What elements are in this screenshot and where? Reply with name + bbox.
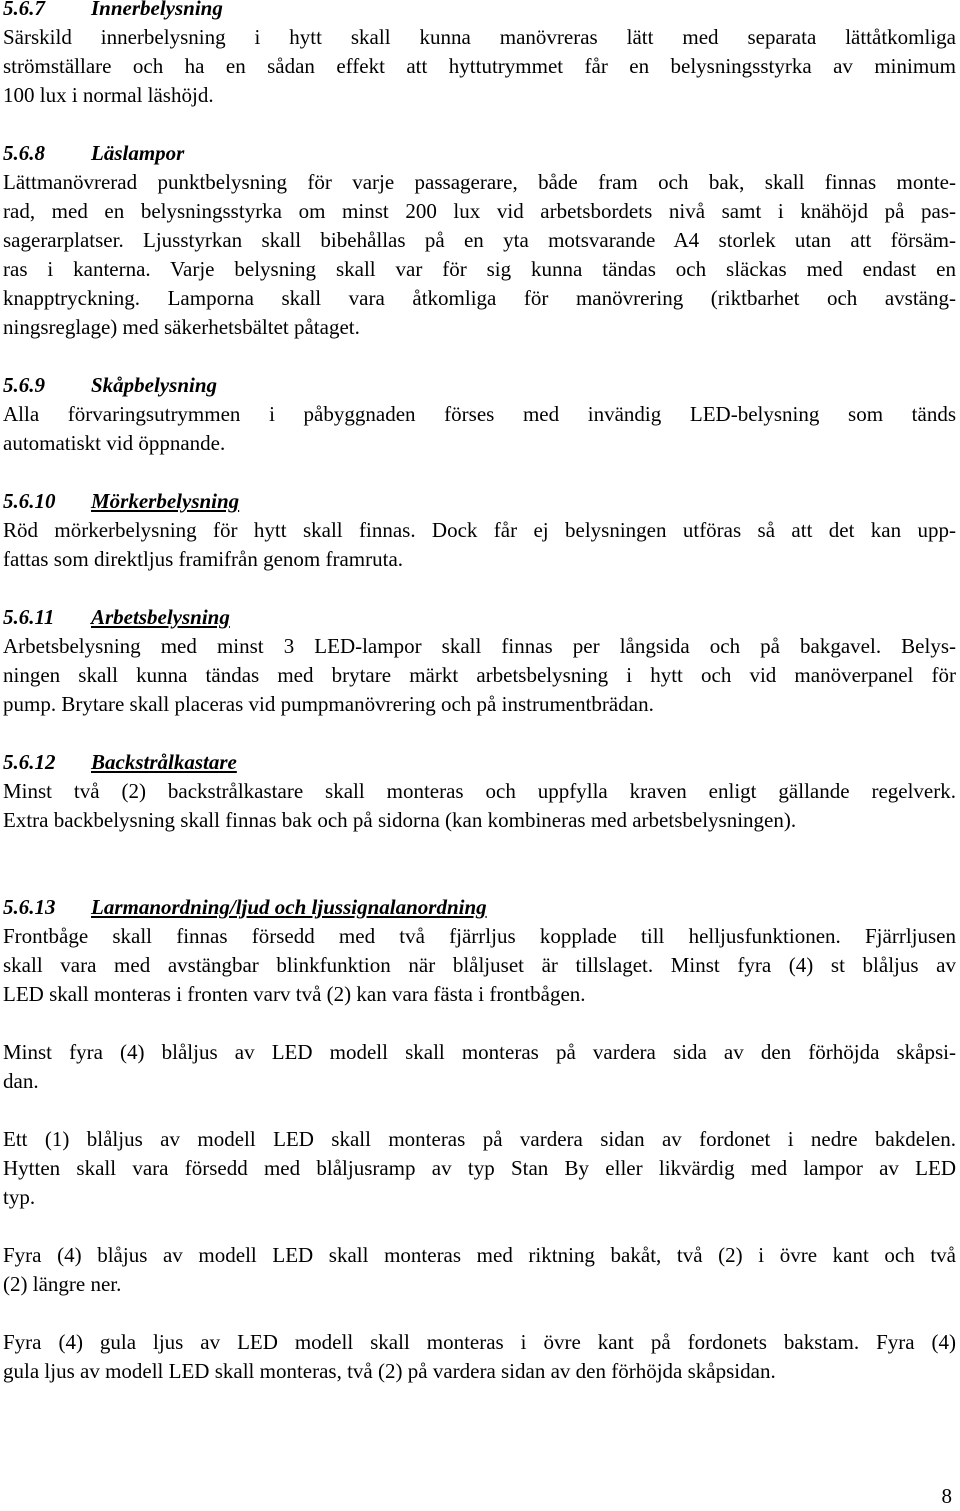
paragraph	[3, 516, 956, 574]
section-title: Backstrålkastare	[91, 750, 237, 774]
text-line: (2) längre ner.	[3, 1272, 122, 1296]
section-number: 5.6.7	[3, 0, 45, 20]
section-title: Skåpbelysning	[91, 373, 218, 397]
text-line: Lättmanövrerad punktbelysning för varje passagerare, både fram och bak, skall finnas monte-	[3, 170, 956, 194]
section-5-6-12	[3, 748, 956, 835]
text-line: fattas som direktljus framifrån genom framruta.	[3, 547, 404, 571]
paragraph	[3, 1241, 956, 1299]
paragraph	[3, 777, 956, 835]
paragraph	[3, 632, 956, 719]
section-5-6-11	[3, 603, 956, 719]
text-line: Frontbåge skall finnas försedd med två fjärrljus kopplade till helljusfunktionen. Fjärrljusen	[3, 924, 956, 948]
section-heading	[3, 371, 956, 400]
paragraph	[3, 1038, 956, 1096]
section-title: Mörkerbelysning	[91, 489, 240, 513]
text-line: automatiskt vid öppnande.	[3, 431, 226, 455]
text-line: Fyra (4) gula ljus av LED modell skall monteras i övre kant på fordonets bakstam. Fyra (4)	[3, 1330, 956, 1354]
section-number: 5.6.13	[3, 895, 56, 919]
page-number: 8	[941, 1484, 952, 1508]
text-line: Extra backbelysning skall finnas bak och på sidorna (kan kombineras med arbetsbelysningen).	[3, 808, 797, 832]
text-line: ningsreglage) med säkerhetsbältet påtaget.	[3, 315, 360, 339]
text-line: sagerarplatser. Ljusstyrkan skall bibehållas på en yta motsvarande A4 storlek utan att försäm-	[3, 228, 956, 252]
section-number: 5.6.9	[3, 373, 45, 397]
section-heading	[3, 748, 956, 777]
section-number: 5.6.11	[3, 605, 55, 629]
text-line: Röd mörkerbelysning för hytt skall finnas. Dock får ej belysningen utföras så att det kan upp-	[3, 518, 956, 542]
text-line: Hytten skall vara försedd med blåljusramp av typ Stan By eller likvärdig med lampor av LED	[3, 1156, 956, 1180]
text-line: Minst två (2) backstrålkastare skall monteras och uppfylla kraven enligt gällande regelverk.	[3, 779, 956, 803]
section-5-6-8	[3, 139, 956, 342]
section-title: Innerbelysning	[91, 0, 223, 20]
section-heading	[3, 139, 956, 168]
text-line: LED skall monteras i fronten varv två (2) kan vara fästa i frontbågen.	[3, 982, 586, 1006]
section-number: 5.6.8	[3, 141, 45, 165]
text-line: rad, med en belysningsstyrka om minst 200 lux vid arbetsbordets nivå samt i knähöjd på pas-	[3, 199, 956, 223]
section-number: 5.6.10	[3, 489, 56, 513]
text-line: typ.	[3, 1185, 36, 1209]
paragraph	[3, 400, 956, 458]
text-line: gula ljus av modell LED skall monteras, två (2) på vardera sidan av den förhöjda skåpsidan.	[3, 1359, 776, 1383]
text-line: Ett (1) blåljus av modell LED skall monteras på vardera sidan av fordonet i nedre bakdelen.	[3, 1127, 956, 1151]
paragraph	[3, 1328, 956, 1386]
text-line: Arbetsbelysning med minst 3 LED-lampor skall finnas per långsida och på bakgavel. Belys-	[3, 634, 956, 658]
section-5-6-7	[3, 0, 956, 110]
text-line: knapptryckning. Lamporna skall vara åtkomliga för manövrering (riktbarhet och avstäng-	[3, 286, 956, 310]
section-number: 5.6.12	[3, 750, 56, 774]
text-line: pump. Brytare skall placeras vid pumpmanövrering och på instrumentbrädan.	[3, 692, 654, 716]
text-line: Särskild innerbelysning i hytt skall kunna manövreras lätt med separata lättåtkomliga	[3, 25, 956, 49]
paragraph	[3, 1125, 956, 1212]
text-line: dan.	[3, 1069, 39, 1093]
section-5-6-13	[3, 893, 956, 1386]
section-heading	[3, 487, 956, 516]
section-heading	[3, 0, 956, 23]
section-heading	[3, 603, 956, 632]
section-title: Läslampor	[91, 141, 185, 165]
section-5-6-10	[3, 487, 956, 574]
text-line: Fyra (4) blåjus av modell LED skall monteras med riktning bakåt, två (2) i övre kant och två	[3, 1243, 956, 1267]
document-page	[3, 0, 956, 1386]
text-line: 100 lux i normal läshöjd.	[3, 83, 214, 107]
paragraph	[3, 168, 956, 342]
text-line: skall vara med avstängbar blinkfunktion när blåljuset är tillslaget. Minst fyra (4) st blåljus av	[3, 953, 956, 977]
text-line: ningen skall kunna tändas med brytare märkt arbetsbelysning i hytt och vid manöverpanel för	[3, 663, 956, 687]
section-5-6-9	[3, 371, 956, 458]
paragraph	[3, 922, 956, 1009]
paragraph	[3, 23, 956, 110]
text-line: strömställare och ha en sådan effekt att hyttutrymmet får en belysningsstyrka av minimum	[3, 54, 956, 78]
text-line: Alla förvaringsutrymmen i påbyggnaden förses med invändig LED-belysning som tänds	[3, 402, 956, 426]
text-line: Minst fyra (4) blåljus av LED modell skall monteras på vardera sida av den förhöjda skåpsi-	[3, 1040, 956, 1064]
section-title: Arbetsbelysning	[91, 605, 230, 629]
section-heading	[3, 893, 956, 922]
text-line: ras i kanterna. Varje belysning skall var för sig kunna tändas och släckas med endast en	[3, 257, 956, 281]
section-title: Larmanordning/ljud och ljussignalanordning	[91, 895, 487, 919]
